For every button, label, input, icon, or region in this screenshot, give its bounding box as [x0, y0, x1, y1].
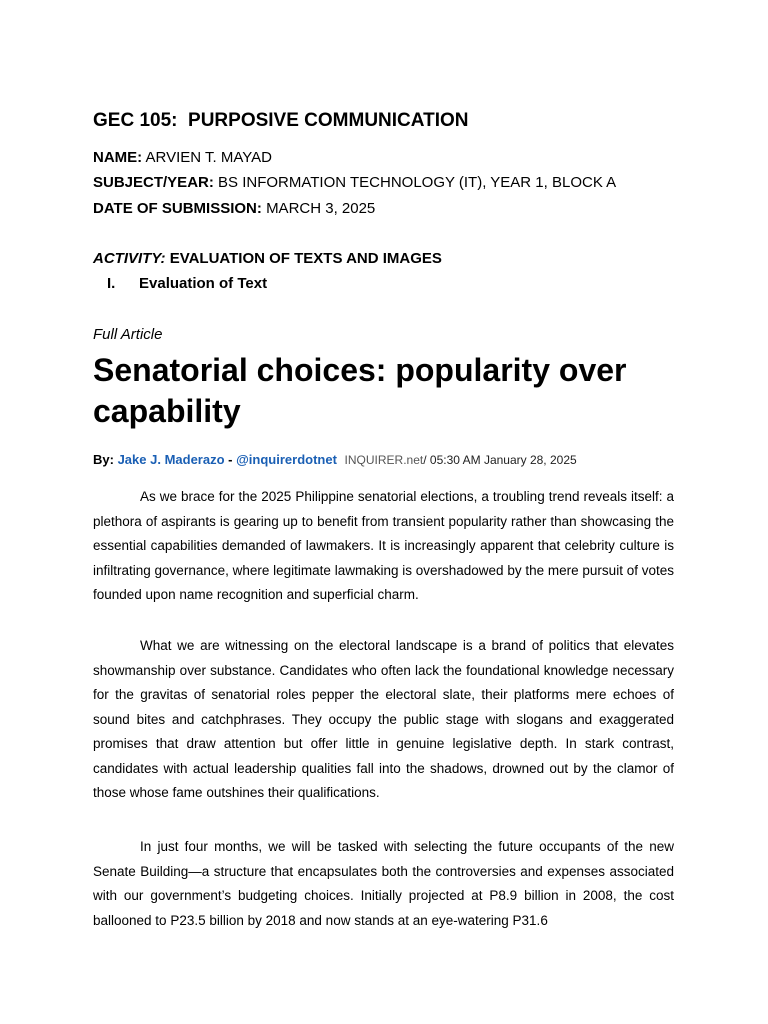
date-value: MARCH 3, 2025	[266, 200, 376, 217]
submission-date-line	[93, 200, 375, 217]
article-paragraph: In just four months, we will be tasked with selecting the future occupants of the new Senate Building—a structure that encapsulates both the controversies and expenses associated with our government’s budgeting choices. Initially projected at P8.9 billion in 2008, the cost ballooned to P23.5 billion by 2018 and now stands at an eye-watering P31.6	[93, 839, 674, 928]
author-link[interactable]: Jake J. Maderazo	[117, 452, 225, 467]
activity-title: EVALUATION OF TEXTS AND IMAGES	[169, 250, 442, 267]
source-label: INQUIRER.net	[344, 453, 424, 467]
article-kicker: Full Article	[93, 326, 163, 343]
publish-date: / 05:30 AM January 28, 2025	[423, 453, 577, 467]
twitter-handle-link[interactable]: @inquirerdotnet	[236, 452, 337, 467]
article-paragraph: What we are witnessing on the electoral landscape is a brand of politics that elevates showmanship over substance. Candidates who often lack the foundational knowledge necessary for the gravitas of senatorial roles pepper the electoral slate, their platforms mere echoes of sound bites and catchphrases. They occupy the public stage with slogans and exaggerated promises that draw attention but offer little in genuine legislative depth. In stark contrast, candidates with actual leadership qualities fall into the shadows, drowned out by the clamor of those whose fame outshines their qualifications.	[93, 638, 674, 800]
subject-label: SUBJECT/YEAR:	[93, 174, 214, 191]
by-label: By:	[93, 452, 114, 467]
name-label: NAME:	[93, 149, 143, 166]
byline-separator: -	[228, 452, 233, 467]
subject-value: BS INFORMATION TECHNOLOGY (IT), YEAR 1, BLOCK A	[218, 174, 617, 191]
activity-label: ACTIVITY:	[93, 250, 166, 267]
section-title: Evaluation of Text	[139, 275, 268, 292]
article-paragraph: As we brace for the 2025 Philippine senatorial elections, a troubling trend reveals itself: a plethora of aspirants is gearing up to benefit from transient popularity rather than showcasing the essential capabilities demanded of lawmakers. It is increasingly apparent that celebrity culture is infiltrating governance, where legitimate lawmaking is overshadowed by the mere pursuit of votes founded upon name recognition and superficial charm.	[93, 489, 674, 602]
activity-heading	[93, 250, 442, 267]
name-value: ARVIEN T. MAYAD	[145, 149, 272, 166]
date-label: DATE OF SUBMISSION:	[93, 200, 262, 217]
section-number: I.	[107, 275, 116, 292]
section-heading	[107, 275, 267, 292]
course-title: GEC 105: PURPOSIVE COMMUNICATION	[93, 110, 469, 131]
article-byline	[93, 452, 577, 467]
student-name-line	[93, 149, 272, 166]
subject-year-line	[93, 174, 616, 191]
article-headline: Senatorial choices: popularity over capability	[93, 352, 627, 429]
